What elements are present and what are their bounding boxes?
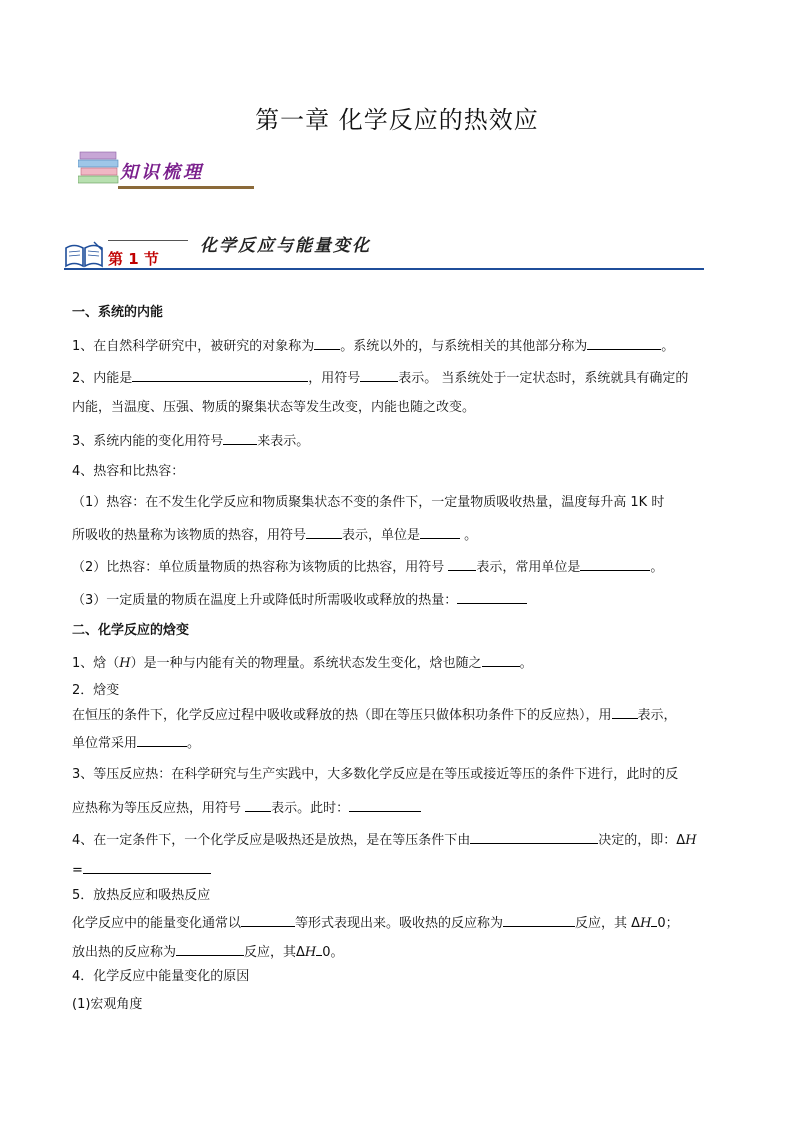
blank-field[interactable]: [457, 590, 527, 604]
blank-field[interactable]: [176, 942, 244, 956]
paragraph-7: （3）一定质量的物质在温度上升或降低时所需吸收或释放的热量：: [72, 590, 527, 610]
blank-field[interactable]: [420, 525, 460, 539]
blank-field[interactable]: [612, 705, 638, 719]
paragraph-3: 3、系统内能的变化用符号 来表示。: [72, 431, 309, 451]
paragraph-5: （1）热容：在不发生化学反应和物质聚集状态不变的条件下，一定量物质吸收热量，温度每升高 1K 时: [72, 495, 665, 510]
paragraph-18: 4．化学反应中能量变化的原因: [72, 969, 250, 984]
heading-internal-energy: 一、系统的内能: [72, 305, 164, 320]
blank-field[interactable]: [482, 653, 520, 667]
paragraph-14: =: [72, 860, 211, 880]
paragraph-12: 3、等压反应热：在科学研究与生产实践中，大多数化学反应是在等压或接近等压的条件下进行，此时的反: [72, 767, 679, 782]
blank-field[interactable]: [470, 830, 598, 844]
heading-enthalpy: 二、化学反应的焓变: [72, 623, 190, 638]
banner-underline: [118, 186, 254, 189]
paragraph-15: 5．放热反应和吸热反应: [72, 888, 211, 903]
blank-field[interactable]: [241, 913, 295, 927]
paragraph-19: (1)宏观角度: [72, 997, 143, 1012]
section-title: 化学反应与能量变化: [200, 236, 371, 256]
section-number: 第 1 节: [108, 250, 159, 268]
blank-field[interactable]: [314, 336, 340, 350]
paragraph-6: （2）比热容：单位质量物质的热容称为该物质的比热容，用符号 表示，常用单位是 。: [72, 557, 663, 577]
section-topline: [108, 240, 188, 241]
blank-field[interactable]: [223, 431, 257, 445]
blank-field[interactable]: [349, 798, 421, 812]
blank-field[interactable]: [360, 368, 398, 382]
paragraph-1: 1、在自然科学研究中，被研究的对象称为 。系统以外的，与系统相关的其他部分称为 。: [72, 336, 674, 356]
paragraph-4: 4、热容和比热容：: [72, 464, 185, 479]
page-title: 第一章 化学反应的热效应: [255, 106, 539, 134]
paragraph-9: 2．焓变: [72, 683, 120, 698]
paragraph-10: 在恒压的条件下，化学反应过程中吸收或释放的热（即在等压只做体积功条件下的反应热），用 表示，: [72, 705, 677, 725]
blank-field[interactable]: [587, 336, 661, 350]
banner-label: 知识梳理: [120, 162, 204, 183]
paragraph-17: 放出热的反应称为 反应，其ΔH 0。: [72, 942, 344, 962]
blank-field[interactable]: [245, 798, 271, 812]
open-book-icon: [64, 240, 104, 270]
blank-field[interactable]: [503, 913, 575, 927]
blank-field[interactable]: [137, 733, 187, 747]
paragraph-11: 单位常采用 。: [72, 733, 200, 753]
blank-field[interactable]: [448, 557, 476, 571]
paragraph-16: 化学反应中的能量变化通常以 等形式表现出来。吸收热的反应称为 反应，其 ΔH 0；: [72, 913, 679, 933]
paragraph-13: 4、在一定条件下，一个化学反应是吸热还是放热，是在等压条件下由 决定的，即：ΔH: [72, 830, 697, 850]
paragraph-8: 1、焓（H）是一种与内能有关的物理量。系统状态发生变化，焓也随之 。: [72, 653, 533, 673]
paragraph-12-cont: 应热称为等压反应热，用符号 表示。此时：: [72, 798, 421, 818]
section-underline: [64, 268, 704, 270]
paragraph-2-cont: 内能，当温度、压强、物质的聚集状态等发生改变，内能也随之改变。: [72, 400, 476, 415]
blank-field[interactable]: [83, 860, 211, 874]
blank-field[interactable]: [132, 368, 308, 382]
paragraph-5-cont: 所吸收的热量称为该物质的热容，用符号 表示，单位是 。: [72, 525, 477, 545]
blank-field[interactable]: [306, 525, 342, 539]
blank-field[interactable]: [580, 557, 650, 571]
paragraph-2: 2、内能是 ，用符号 表示。 当系统处于一定状态时，系统就具有确定的: [72, 368, 688, 388]
